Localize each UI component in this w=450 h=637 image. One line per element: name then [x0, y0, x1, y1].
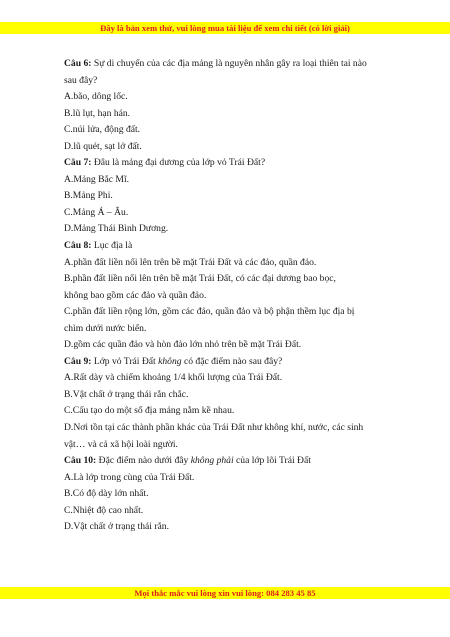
answer-option-b: B.Có độ dày lớn nhất. — [64, 488, 149, 500]
answer-option-c: C.núi lửa, động đất. — [64, 124, 141, 136]
answer-option-a: A.phần đất liền nổi lên trên bề mặt Trái Đất và các đảo, quần đảo. — [64, 256, 317, 268]
answer-option-d: D.Mảng Thái Bình Dương. — [64, 223, 169, 235]
answer-option-a: A.bão, dông lốc. — [64, 91, 128, 103]
question-text: Lục địa là — [93, 240, 133, 252]
question-7 — [64, 155, 396, 238]
question-number: Câu 7: — [64, 157, 92, 169]
question-text: Lớp vỏ Trái Đất — [93, 355, 159, 367]
question-number: Câu 6: — [64, 58, 92, 69]
answer-option-b-continued: không bao gồm các đảo và quần đảo. — [64, 289, 207, 301]
question-text: Sự di chuyển của các địa mảng là nguyên nhân gây ra loại thiên tai nào — [93, 58, 367, 69]
preview-notice-banner — [0, 22, 450, 34]
answer-option-c: C.Cấu tạo do một số địa mảng nằm kề nhau. — [64, 405, 235, 417]
question-stem — [64, 354, 396, 371]
answer-option-a: A.Rất dày và chiếm khoảng 1/4 khối lượng của Trái Đất. — [64, 372, 283, 384]
question-stem — [64, 56, 396, 73]
answer-option-a: A.Mảng Bắc Mĩ. — [64, 173, 130, 185]
question-stem — [64, 453, 396, 470]
contact-text: Mọi thắc mắc vui lòng xin vui lòng: 084 283 45 85 — [134, 588, 316, 598]
answer-option-c-continued: chìm dưới nước biển. — [64, 322, 147, 334]
answer-option-d: D.gồm các quần đảo và hòn đảo lớn nhỏ trên bề mặt Trái Đất. — [64, 339, 302, 351]
question-text-end: của lớp lõi Trái Đất — [233, 455, 311, 467]
question-list — [64, 56, 396, 536]
question-emphasis: không phải — [190, 455, 234, 467]
answer-option-b: B.Vật chất ở trạng thái rắn chắc. — [64, 388, 189, 400]
answer-option-c: C.Nhiệt độ cao nhất. — [64, 504, 144, 516]
question-text: Đâu là mảng đại dương của lớp vỏ Trái Đất? — [93, 157, 266, 169]
answer-option-d: D.Vật chất ở trạng thái rắn. — [64, 521, 169, 533]
answer-option-c: C.phần đất liền rộng lớn, gồm các đảo, quần đảo và bộ phận thềm lục địa bị — [64, 306, 355, 318]
question-10 — [64, 453, 396, 536]
question-text: Đặc điểm nào dưới đây — [98, 455, 191, 467]
answer-option-d: D.lũ quét, sạt lở đất. — [64, 140, 142, 152]
question-text-end: có đặc điểm nào sau đây? — [181, 355, 283, 367]
question-text-continued: sau đây? — [64, 74, 98, 86]
question-8 — [64, 238, 396, 354]
contact-banner — [0, 587, 450, 599]
answer-option-d: D.Nơi tồn tại các thành phần khác của Trái Đất như không khí, nước, các sinh — [64, 422, 364, 434]
question-emphasis: không — [158, 355, 182, 367]
answer-option-d-continued: vật… và cả xã hội loài người. — [64, 438, 178, 450]
question-number: Câu 10: — [64, 455, 97, 467]
answer-option-a: A.Là lớp trong cùng của Trái Đất. — [64, 471, 195, 483]
question-number: Câu 9: — [64, 355, 92, 367]
answer-option-b: B.Mảng Phi. — [64, 190, 113, 202]
answer-option-c: C.Mảng Á – Âu. — [64, 206, 129, 218]
question-stem — [64, 238, 396, 255]
question-6 — [64, 56, 396, 155]
preview-notice-text: Đây là bản xem thử, vui lòng mua tài liệu để xem chi tiết (có lời giải) — [100, 23, 350, 33]
answer-option-b: B.lũ lụt, hạn hán. — [64, 107, 131, 119]
question-number: Câu 8: — [64, 240, 92, 252]
question-stem — [64, 155, 396, 172]
question-9 — [64, 354, 396, 453]
answer-option-b: B.phần đất liền nổi lên trên bề mặt Trái Đất, có các đại dương bao bọc, — [64, 273, 336, 285]
